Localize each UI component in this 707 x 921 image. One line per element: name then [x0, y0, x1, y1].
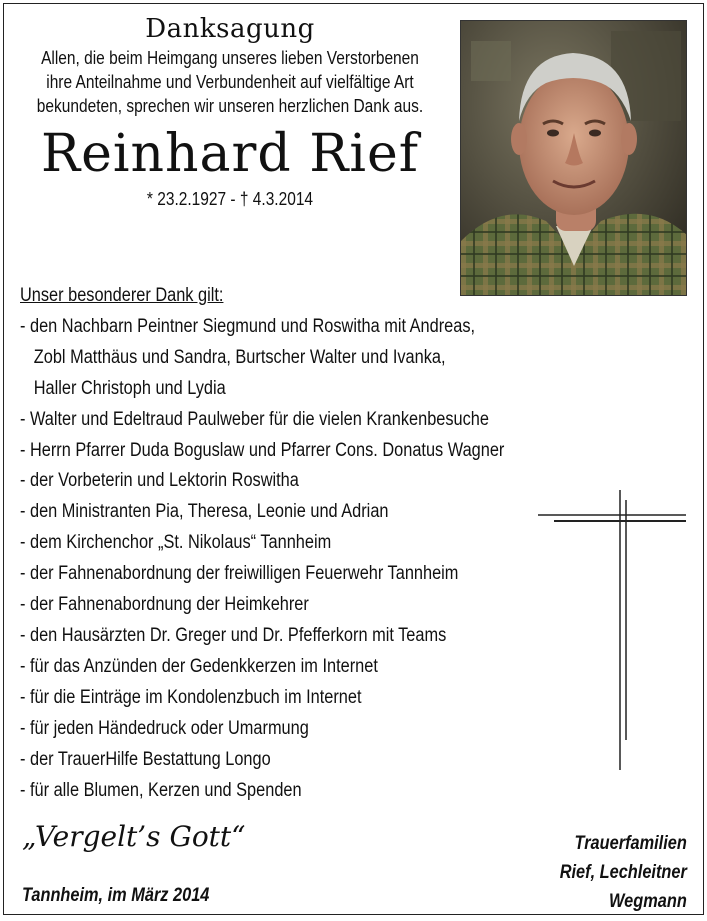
place-date: Tannheim, im März 2014	[22, 885, 210, 906]
family-line: Wegmann	[609, 891, 687, 912]
notice-title: Danksagung	[145, 14, 315, 44]
thanks-line: - für das Anzünden der Gedenkkerzen im Internet	[20, 655, 378, 677]
portrait-photo	[460, 20, 687, 296]
intro-line: ihre Anteilnahme und Verbundenheit auf vielfältige Art	[46, 72, 414, 92]
thanks-line: - der Fahnenabordnung der freiwilligen Feuerwehr Tannheim	[20, 563, 459, 585]
obituary-notice	[3, 3, 704, 915]
thanks-line: - dem Kirchenchor „St. Nikolaus“ Tannheim	[20, 532, 332, 554]
family-line: Trauerfamilien	[574, 833, 687, 854]
thanks-line: - den Hausärzten Dr. Greger und Dr. Pfefferkorn mit Teams	[20, 624, 447, 646]
thanks-line: Haller Christoph und Lydia	[33, 377, 226, 399]
intro-line: Allen, die beim Heimgang unseres lieben Verstorbenen	[41, 48, 419, 68]
thanks-heading: Unser besonderer Dank gilt:	[20, 285, 224, 306]
intro-line: bekundeten, sprechen wir unseren herzlichen Dank aus.	[36, 96, 424, 116]
thanks-line: - den Ministranten Pia, Theresa, Leonie und Adrian	[20, 501, 389, 523]
thanks-line: - Herrn Pfarrer Duda Boguslaw und Pfarrer Cons. Donatus Wagner	[20, 439, 505, 461]
intro-text	[36, 46, 425, 118]
life-dates: * 23.2.1927 - † 4.3.2014	[146, 189, 314, 209]
thanks-line: - den Nachbarn Peintner Siegmund und Roswitha mit Andreas,	[20, 315, 476, 337]
thanks-line: - für jeden Händedruck oder Umarmung	[20, 717, 309, 739]
header-block	[4, 14, 456, 210]
thanks-line: - Walter und Edeltraud Paulweber für die vielen Krankenbesuche	[20, 408, 489, 430]
mourning-families	[560, 829, 687, 916]
portrait-image	[461, 21, 687, 296]
thanks-line: - für alle Blumen, Kerzen und Spenden	[20, 779, 302, 801]
thanks-line: - der Vorbeterin und Lektorin Roswitha	[20, 470, 299, 492]
closing-phrase: „Vergelt’s Gott“	[22, 820, 246, 853]
thanks-line: - der Fahnenabordnung der Heimkehrer	[20, 594, 309, 616]
thanks-line: Zobl Matthäus und Sandra, Burtscher Walter und Ivanka,	[33, 346, 446, 368]
thanks-line: - für die Einträge im Kondolenzbuch im Internet	[20, 686, 362, 708]
thanks-line: - der TrauerHilfe Bestattung Longo	[20, 748, 271, 770]
thanks-list	[20, 281, 505, 806]
cross-icon	[536, 490, 696, 770]
deceased-name: Reinhard Rief	[40, 124, 419, 184]
family-line: Rief, Lechleitner	[559, 862, 687, 883]
